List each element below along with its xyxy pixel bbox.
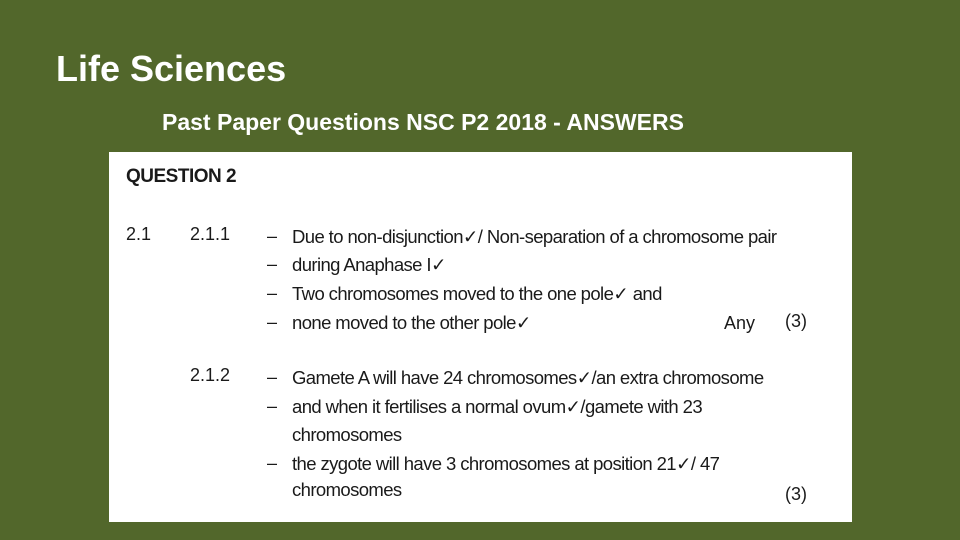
- any-label: Any: [724, 313, 756, 333]
- answer-line: Two chromosomes moved to the one pole✓ and: [292, 283, 662, 304]
- marks-label: (3): [785, 311, 807, 331]
- slide-title: Life Sciences: [56, 48, 287, 89]
- part-number: 2.1.2: [190, 365, 231, 385]
- answer-line: the zygote will have 3 chromosomes at position 21✓/ 47: [292, 453, 720, 474]
- bullet-dash: –: [267, 453, 278, 473]
- marks-label: (3): [785, 484, 807, 504]
- bullet-dash: –: [267, 283, 278, 303]
- question-number: 2.1: [126, 224, 152, 244]
- answer-line: Gamete A will have 24 chromosomes✓/an extra chromosome: [292, 367, 764, 388]
- answer-line: Due to non-disjunction✓/ Non-separation of a chromosome pair: [292, 226, 777, 247]
- bullet-dash: –: [267, 367, 278, 387]
- answer-line: none moved to the other pole✓: [292, 312, 531, 333]
- answer-line: and when it fertilises a normal ovum✓/gamete with 23: [292, 396, 703, 417]
- bullet-dash: –: [267, 254, 278, 274]
- answer-line: chromosomes: [292, 479, 402, 500]
- part-number: 2.1.1: [190, 224, 231, 244]
- bullet-dash: –: [267, 396, 278, 416]
- answer-line: chromosomes: [292, 424, 402, 445]
- bullet-dash: –: [267, 312, 278, 332]
- bullet-dash: –: [267, 226, 278, 246]
- slide-subtitle: Past Paper Questions NSC P2 2018 - ANSWERS: [162, 109, 684, 135]
- answer-document-image: [109, 152, 852, 522]
- answer-line: during Anaphase I✓: [292, 254, 446, 275]
- question-heading: QUESTION 2: [126, 166, 237, 187]
